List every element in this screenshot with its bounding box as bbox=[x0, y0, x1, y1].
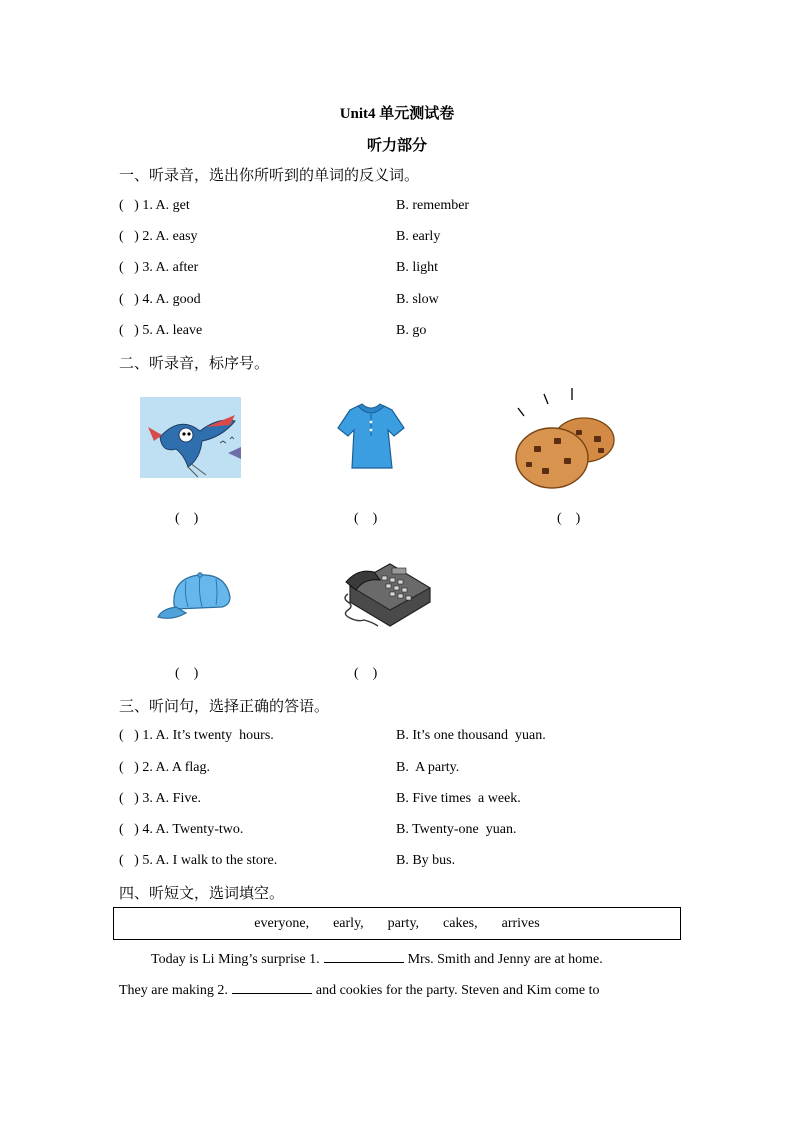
passage-line-1 bbox=[119, 948, 675, 968]
passage-text: Mrs. Smith and Jenny are at home. bbox=[407, 952, 603, 967]
s3-q2-b: B. A party. bbox=[396, 760, 460, 775]
s1-q1-a: ( ) 1. A. get bbox=[119, 198, 190, 213]
word-bank-word: cakes, bbox=[443, 915, 478, 931]
word-bank-word: arrives bbox=[501, 915, 540, 931]
paren-shirt: ( ) bbox=[354, 511, 378, 526]
shirt-image bbox=[336, 402, 406, 472]
word-bank bbox=[113, 907, 681, 940]
cookies-image bbox=[514, 386, 618, 492]
paren-cap: ( ) bbox=[175, 666, 199, 681]
s1-q2-a: ( ) 2. A. easy bbox=[119, 229, 198, 244]
blank-2[interactable] bbox=[232, 979, 312, 994]
s1-q3-a: ( ) 3. A. after bbox=[119, 260, 199, 275]
section1-heading: 一、听录音，选出你所听到的单词的反义词。 bbox=[119, 166, 420, 184]
s3-q4-a: ( ) 4. A. Twenty-two. bbox=[119, 822, 244, 837]
section2-heading: 二、听录音，标序号。 bbox=[119, 354, 270, 372]
s3-q5-b: B. By bus. bbox=[396, 853, 456, 868]
s1-q3-b: B. light bbox=[396, 260, 439, 275]
page-title: Unit4 单元测试卷 bbox=[339, 106, 455, 122]
passage-line-2 bbox=[119, 979, 675, 999]
cap-image bbox=[156, 571, 234, 623]
passage-text: They are making 2. bbox=[119, 983, 228, 998]
s3-q5-a: ( ) 5. A. I walk to the store. bbox=[119, 853, 278, 868]
word-bank-word: party, bbox=[387, 915, 420, 931]
word-bank-word: early, bbox=[333, 915, 364, 931]
section4-heading: 四、听短文，选词填空。 bbox=[119, 884, 285, 902]
s3-q1-b: B. It’s one thousand yuan. bbox=[396, 728, 546, 743]
s1-q5-b: B. go bbox=[396, 323, 427, 338]
paren-cookies: ( ) bbox=[557, 511, 581, 526]
s3-q2-a: ( ) 2. A. A flag. bbox=[119, 760, 210, 775]
s3-q1-a: ( ) 1. A. It’s twenty hours. bbox=[119, 728, 274, 743]
s3-q3-b: B. Five times a week. bbox=[396, 791, 521, 806]
s1-q4-a: ( ) 4. A. good bbox=[119, 292, 201, 307]
paren-kite: ( ) bbox=[175, 511, 199, 526]
s1-q1-b: B. remember bbox=[396, 198, 470, 213]
s1-q2-b: B. early bbox=[396, 229, 441, 244]
telephone-image bbox=[340, 560, 434, 632]
s1-q4-b: B. slow bbox=[396, 292, 439, 307]
section3-heading: 三、听问句，选择正确的答语。 bbox=[119, 697, 330, 715]
passage-text: and cookies for the party. Steven and Kim come to bbox=[315, 983, 600, 998]
word-bank-word: everyone, bbox=[254, 915, 310, 931]
s3-q3-a: ( ) 3. A. Five. bbox=[119, 791, 202, 806]
page-subtitle: 听力部分 bbox=[366, 138, 427, 154]
s1-q5-a: ( ) 5. A. leave bbox=[119, 323, 203, 338]
paren-telephone: ( ) bbox=[354, 666, 378, 681]
passage-text: Today is Li Ming’s surprise 1. bbox=[151, 952, 320, 967]
s3-q4-b: B. Twenty-one yuan. bbox=[396, 822, 517, 837]
kite-image bbox=[140, 397, 241, 478]
blank-1[interactable] bbox=[324, 948, 404, 963]
